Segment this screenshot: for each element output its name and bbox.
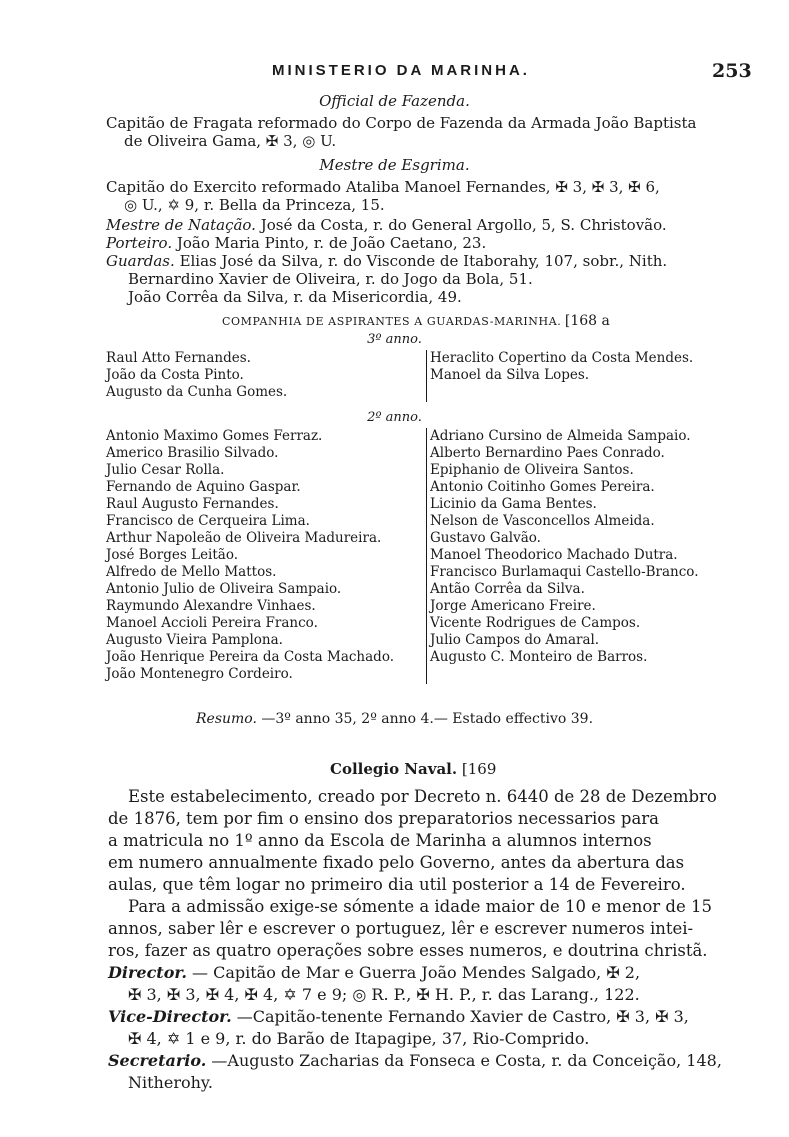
column-divider [426, 350, 427, 402]
guardas-label: Guardas. [106, 252, 175, 270]
list-item: Julio Cesar Rolla. [106, 462, 225, 478]
secretario-line-2: Nitherohy. [128, 1073, 213, 1092]
resumo-line [196, 710, 593, 728]
fazenda-line-2: de Oliveira Gama, ✠ 3, ◎ U. [124, 132, 337, 150]
year2-label: 2º anno. [367, 410, 422, 425]
director-line-1 [108, 962, 640, 984]
paragraph2-line-2: annos, saber lêr e escrever o portuguez, lêr e escrever numeros intei- [108, 919, 694, 938]
list-item: Alfredo de Mello Mattos. [106, 564, 277, 580]
list-item: Manoel da Silva Lopes. [430, 367, 590, 383]
list-item: Raymundo Alexandre Vinhaes. [106, 598, 316, 614]
year3-right-list [430, 350, 693, 384]
paragraph1-line-2: de 1876, tem por fim o ensino dos preparatorios necessarios para [108, 809, 660, 828]
list-item: Epiphanio de Oliveira Santos. [430, 462, 634, 478]
paragraph2-line-3: ros, fazer as quatro operações sobre esses numeros, e doutrina christã. [108, 941, 708, 960]
secretario-text-1: —Augusto Zacharias da Fonseca e Costa, r. da Conceição, 148, [211, 1051, 722, 1070]
paragraph1-line-4: em numero annualmente fixado pelo Governo, antes da abertura das [108, 853, 685, 872]
list-item: Fernando de Aquino Gaspar. [106, 479, 301, 495]
natacao-text: José da Costa, r. do General Argollo, 5, S. Christovão. [260, 216, 667, 234]
natacao-line [106, 216, 667, 234]
resumo-text: —3º anno 35, 2º anno 4.— Estado effectivo 39. [261, 711, 594, 727]
companhia-heading [222, 312, 610, 331]
list-item: Antão Corrêa da Silva. [430, 581, 585, 597]
vice-director-label: Vice-Director. [108, 1007, 232, 1026]
list-item: Francisco de Cerqueira Lima. [106, 513, 310, 529]
director-label: Director. [108, 963, 187, 982]
list-item: Gustavo Galvão. [430, 530, 541, 546]
natacao-label: Mestre de Natação. [106, 216, 256, 234]
guardas-line [106, 252, 667, 270]
companhia-title: COMPANHIA DE ASPIRANTES A GUARDAS-MARINHA. [222, 315, 562, 328]
list-item: Vicente Rodrigues de Campos. [430, 615, 641, 631]
director-text-1: — Capitão de Mar e Guerra João Mendes Salgado, ✠ 2, [192, 963, 641, 982]
list-item: Augusto Vieira Pamplona. [106, 632, 283, 648]
list-item: Jorge Americano Freire. [430, 598, 596, 614]
collegio-heading [330, 760, 496, 778]
esgrima-line-1: Capitão do Exercito reformado Ataliba Manoel Fernandes, ✠ 3, ✠ 3, ✠ 6, [106, 178, 660, 196]
year2-right-list [430, 428, 698, 666]
list-item: Manoel Theodorico Machado Dutra. [430, 547, 678, 563]
guarda-line-3: João Corrêa da Silva, r. da Misericordia, 49. [128, 288, 462, 306]
list-item: Antonio Coitinho Gomes Pereira. [430, 479, 655, 495]
running-header [0, 60, 789, 86]
list-item: Augusto C. Monteiro de Barros. [430, 649, 648, 665]
esgrima-line-2: ◎ U., ✡ 9, r. Bella da Princeza, 15. [124, 196, 385, 214]
list-item: Raul Atto Fernandes. [106, 350, 251, 366]
header-title: MINISTERIO DA MARINHA. [272, 62, 530, 79]
collegio-title: Collegio Naval. [330, 760, 458, 778]
page-number: 253 [712, 60, 752, 82]
year3-label: 3º anno. [367, 332, 422, 347]
list-item: Licinio da Gama Bentes. [430, 496, 597, 512]
section-title-esgrima: Mestre de Esgrima. [319, 156, 470, 174]
collegio-ref: [169 [461, 760, 497, 778]
list-item: Adriano Cursino de Almeida Sampaio. [430, 428, 691, 444]
paragraph1-line-3: a matricula no 1º anno da Escola de Marinha a alumnos internos [108, 831, 652, 850]
year2-left-list [106, 428, 394, 683]
list-item: Nelson de Vasconcellos Almeida. [430, 513, 655, 529]
guardas-text: Elias José da Silva, r. do Visconde de Itaborahy, 107, sobr., Nith. [179, 252, 668, 270]
list-item: Manoel Accioli Pereira Franco. [106, 615, 318, 631]
list-item: João Henrique Pereira da Costa Machado. [106, 649, 395, 665]
secretario-label: Secretario. [108, 1051, 207, 1070]
vice-director-text-1: —Capitão-tenente Fernando Xavier de Castro, ✠ 3, ✠ 3, [236, 1007, 689, 1026]
list-item: Alberto Bernardino Paes Conrado. [430, 445, 665, 461]
list-item: Heraclito Copertino da Costa Mendes. [430, 350, 694, 366]
paragraph2-line-1: Para a admissão exige-se sómente a idade maior de 10 e menor de 15 [128, 897, 712, 916]
list-item: Francisco Burlamaqui Castello-Branco. [430, 564, 699, 580]
resumo-label: Resumo. [196, 711, 257, 727]
year3-left-list [106, 350, 287, 401]
secretario-line-1 [108, 1050, 722, 1072]
porteiro-text: João Maria Pinto, r. de João Caetano, 23. [176, 234, 487, 252]
companhia-ref: [168 a [564, 313, 610, 329]
paragraph1-line-5: aulas, que têm logar no primeiro dia util posterior a 14 de Fevereiro. [108, 875, 686, 894]
list-item: Raul Augusto Fernandes. [106, 496, 279, 512]
director-line-2: ✠ 3, ✠ 3, ✠ 4, ✠ 4, ✡ 7 e 9; ◎ R. P., ✠ H. P., r. das Larang., 122. [128, 985, 640, 1004]
list-item: João da Costa Pinto. [106, 367, 244, 383]
guarda-line-2: Bernardino Xavier de Oliveira, r. do Jogo da Bola, 51. [128, 270, 533, 288]
list-item: Americo Brasilio Silvado. [106, 445, 279, 461]
porteiro-label: Porteiro. [106, 234, 173, 252]
list-item: Arthur Napoleão de Oliveira Madureira. [106, 530, 382, 546]
list-item: Julio Campos do Amaral. [430, 632, 600, 648]
list-item: João Montenegro Cordeiro. [106, 666, 293, 682]
fazenda-line-1: Capitão de Fragata reformado do Corpo de Fazenda da Armada João Baptista [106, 114, 697, 132]
paragraph1-line-1: Este estabelecimento, creado por Decreto n. 6440 de 28 de Dezembro [128, 787, 717, 806]
column-divider [426, 428, 427, 684]
section-title-fazenda: Official de Fazenda. [319, 92, 470, 110]
list-item: Antonio Julio de Oliveira Sampaio. [106, 581, 342, 597]
list-item: Augusto da Cunha Gomes. [106, 384, 288, 400]
vice-director-line-2: ✠ 4, ✡ 1 e 9, r. do Barão de Itapagipe, 37, Rio-Comprido. [128, 1029, 590, 1048]
list-item: Antonio Maximo Gomes Ferraz. [106, 428, 323, 444]
vice-director-line-1 [108, 1006, 689, 1028]
list-item: José Borges Leitão. [106, 547, 239, 563]
porteiro-line [106, 234, 486, 252]
